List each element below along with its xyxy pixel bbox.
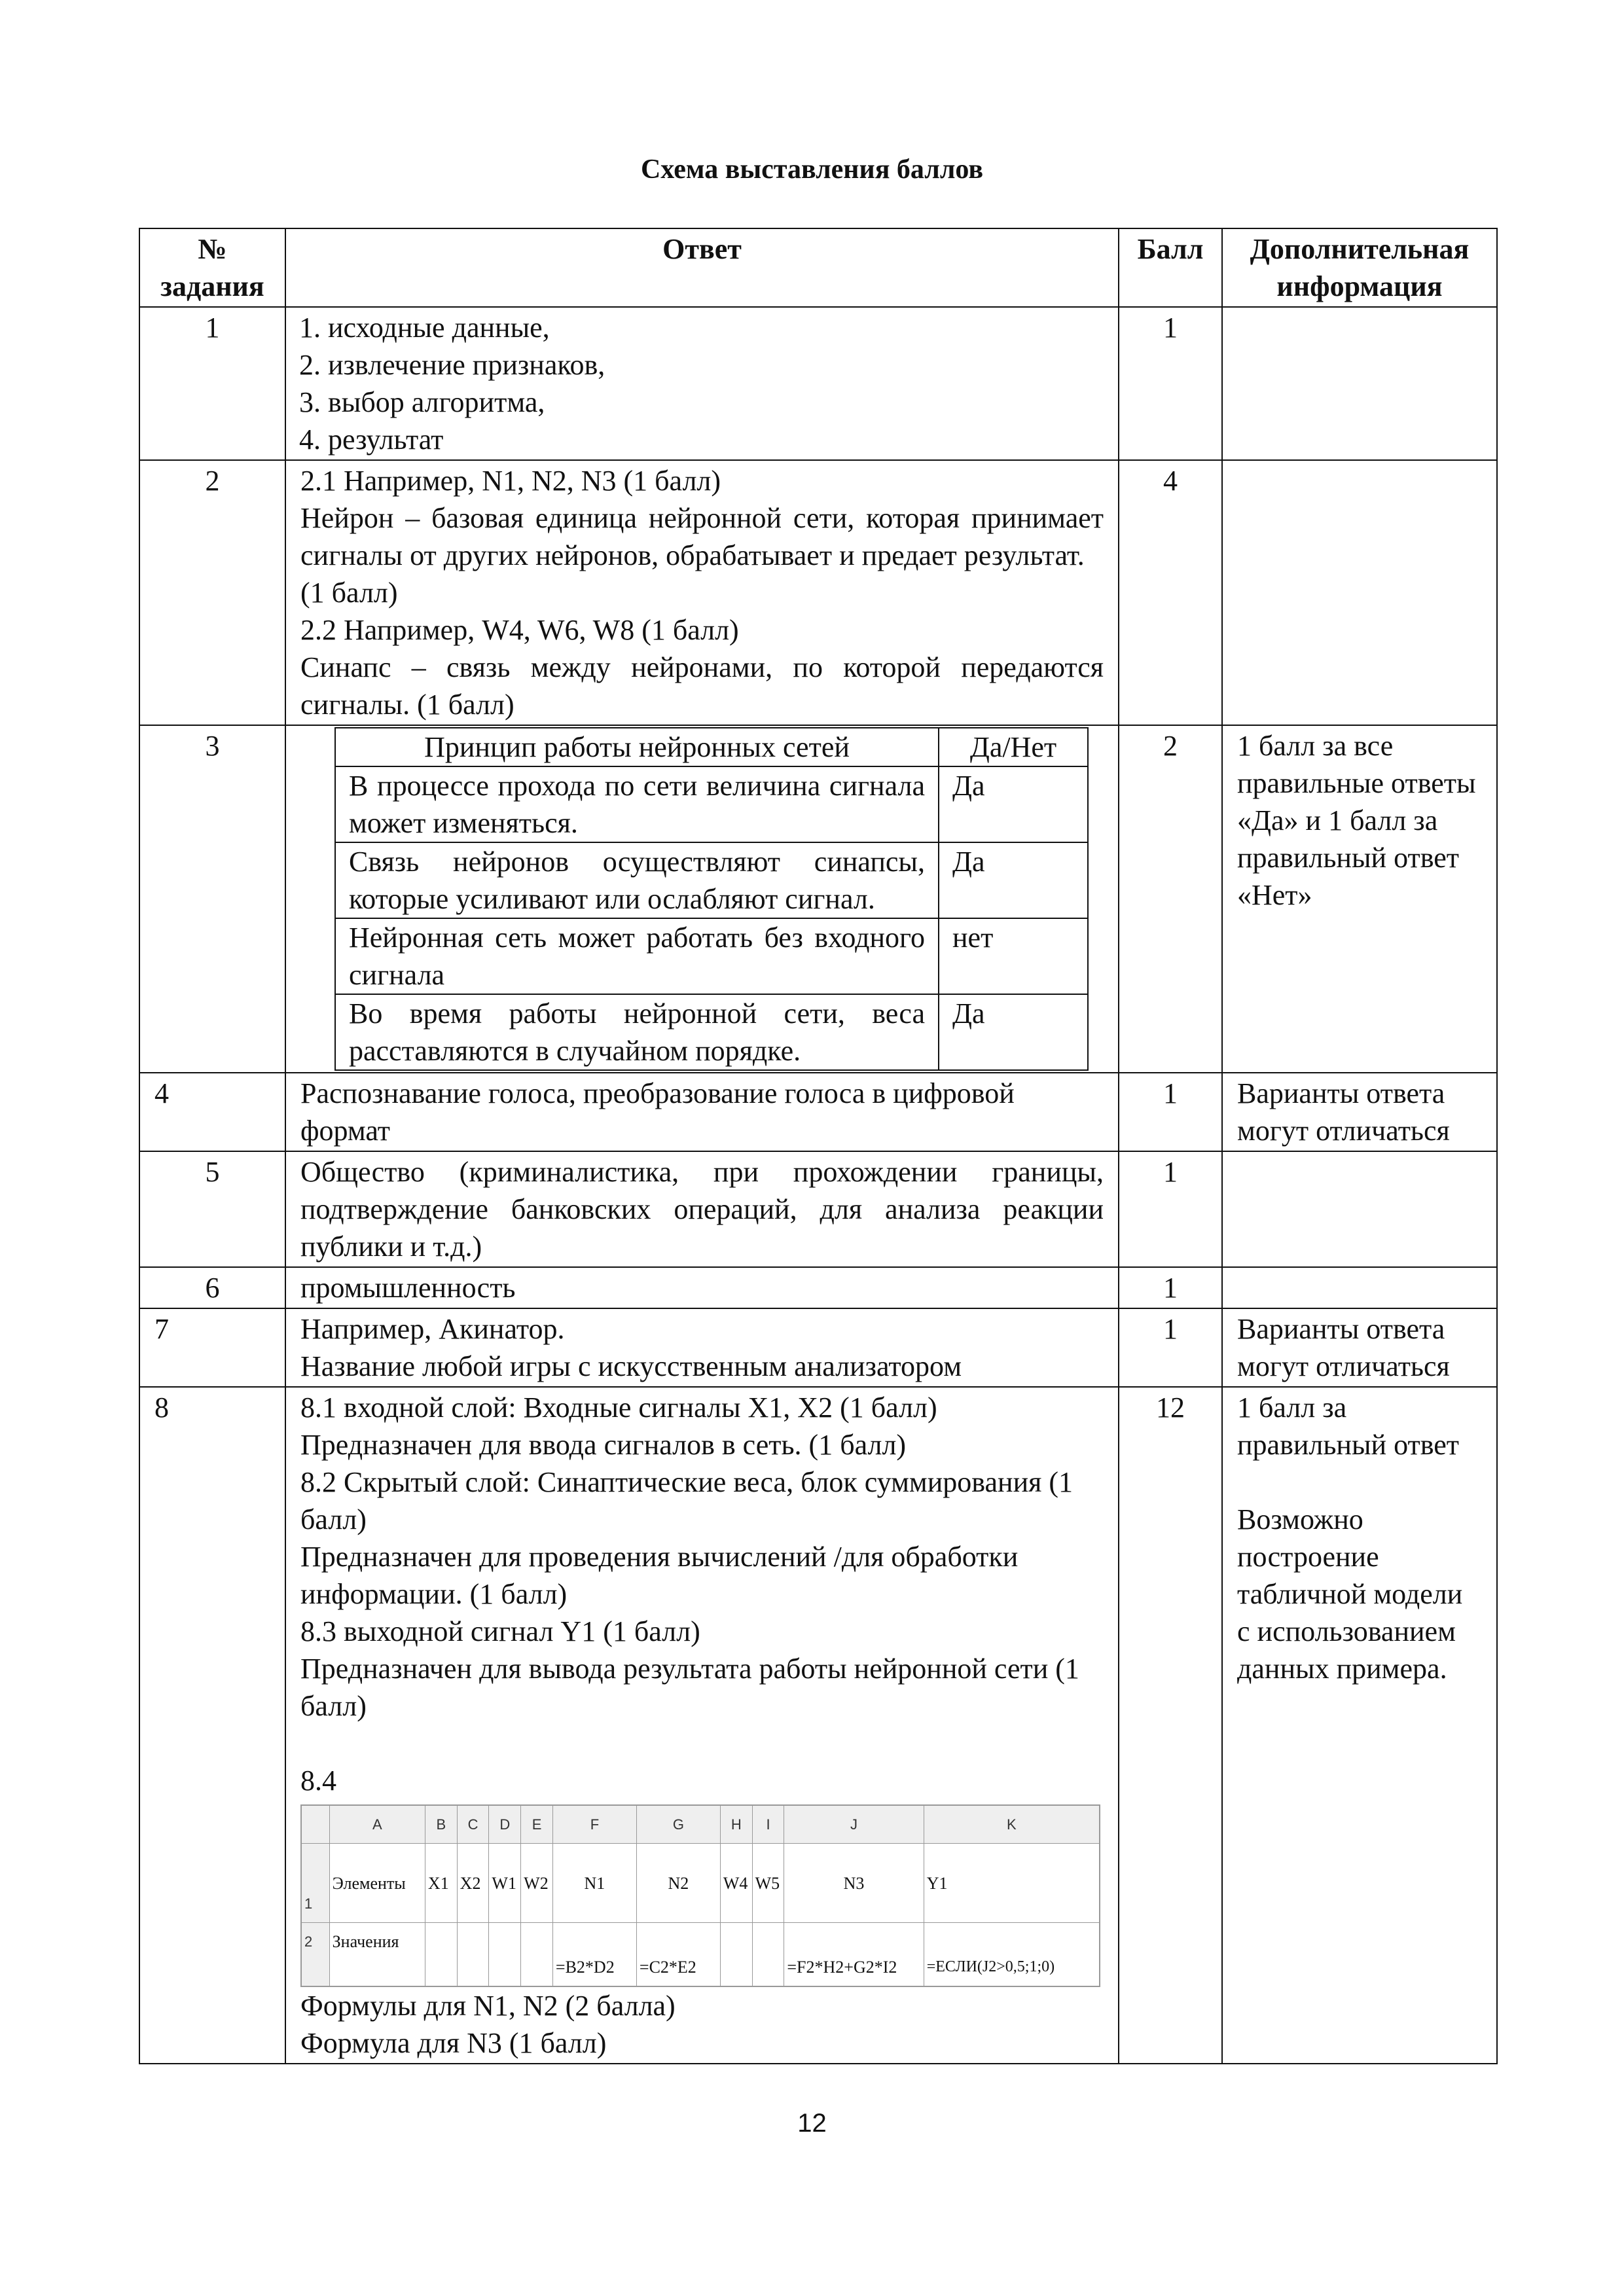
table-row — [139, 1267, 1497, 1308]
principles-table — [334, 727, 1089, 1071]
answer-cell — [285, 1073, 1119, 1151]
blank-line — [300, 1725, 1104, 1762]
answer-line: Предназначен для вывода результата работы нейронной сети (1 балл) — [300, 1653, 1079, 1722]
score: 4 — [1119, 460, 1222, 725]
principles-row — [335, 842, 1088, 918]
spreadsheet-cell: X2 — [457, 1844, 489, 1923]
spreadsheet-cell — [489, 1923, 521, 1986]
extra-info: Варианты ответа могут отличаться — [1222, 1308, 1497, 1387]
task-number: 5 — [139, 1151, 285, 1267]
page-title: Схема выставления баллов — [640, 154, 984, 185]
principles-header-yesno: Да/Нет — [939, 728, 1088, 766]
score: 1 — [1119, 1151, 1222, 1267]
spreadsheet-cell: W4 — [720, 1844, 752, 1923]
principles-header — [335, 728, 1088, 766]
spreadsheet-col-header: F — [552, 1806, 636, 1844]
principle-text: Связь нейронов осуществляют синапсы, которые усиливают или ослабляют сигнал. — [335, 842, 939, 918]
extra-info — [1222, 1387, 1497, 2064]
table-row — [139, 1387, 1497, 2064]
extra-info: 1 балл за все правильные ответы «Да» и 1 балл за правильный ответ «Нет» — [1222, 725, 1497, 1073]
answer-line: промышленность — [300, 1272, 516, 1304]
score: 1 — [1119, 1308, 1222, 1387]
list-item: 3. выбор алгоритма, — [328, 384, 1104, 421]
score: 1 — [1119, 307, 1222, 460]
answer-cell — [285, 725, 1119, 1073]
spreadsheet-cell: Элементы — [329, 1844, 425, 1923]
spreadsheet-col-header: I — [752, 1806, 784, 1844]
table-header-row — [139, 228, 1497, 307]
spreadsheet-row — [302, 1844, 1100, 1923]
sub-task-label: 8.4 — [300, 1765, 336, 1797]
table-row — [139, 1073, 1497, 1151]
task-number: 8 — [139, 1387, 285, 2064]
principle-text: Во время работы нейронной сети, веса расставляются в случайном порядке. — [335, 994, 939, 1070]
answer-line: Предназначен для проведения вычислений /для обработки информации. (1 балл) — [300, 1541, 1019, 1610]
blank-line — [1237, 1463, 1482, 1501]
spreadsheet-col-header: B — [425, 1806, 457, 1844]
answer-list — [300, 309, 1104, 458]
spreadsheet-cell: N3 — [784, 1844, 924, 1923]
principle-text: Нейронная сеть может работать без входного сигнала — [335, 918, 939, 994]
scoring-table — [139, 228, 1498, 2064]
answer-cell — [285, 460, 1119, 725]
answer-line: 8.1 входной слой: Входные сигналы X1, X2 (1 балл) — [300, 1391, 937, 1424]
answer-line: Например, Акинатор. — [300, 1313, 565, 1345]
task-number: 4 — [139, 1073, 285, 1151]
answer-cell — [285, 1267, 1119, 1308]
spreadsheet-col-header: H — [720, 1806, 752, 1844]
list-item: 1. исходные данные, — [328, 309, 1104, 346]
answer-line: Предназначен для ввода сигналов в сеть. (1 балл) — [300, 1429, 907, 1461]
answer-cell — [285, 307, 1119, 460]
table-row — [139, 307, 1497, 460]
extra-info — [1222, 1267, 1497, 1308]
spreadsheet-cell — [457, 1923, 489, 1986]
principle-answer: нет — [939, 918, 1088, 994]
spreadsheet-column-headers — [302, 1806, 1100, 1844]
answer-line: 8.2 Скрытый слой: Синаптические веса, блок суммирования (1 балл) — [300, 1466, 1074, 1535]
task-number: 3 — [139, 725, 285, 1073]
spreadsheet-cell: =C2*E2 — [636, 1923, 720, 1986]
principle-answer: Да — [939, 994, 1088, 1070]
spreadsheet-cell — [752, 1923, 784, 1986]
spreadsheet-cell: X1 — [425, 1844, 457, 1923]
principles-row — [335, 766, 1088, 842]
answer-line: 2.1 Например, N1, N2, N3 (1 балл) — [300, 465, 721, 497]
page-number: 12 — [797, 2109, 827, 2138]
answer-line: 2.2 Например, W4, W6, W8 (1 балл) — [300, 614, 739, 646]
spreadsheet-cell — [425, 1923, 457, 1986]
extra-info — [1222, 307, 1497, 460]
task-number: 2 — [139, 460, 285, 725]
principles-header-principle: Принцип работы нейронных сетей — [335, 728, 939, 766]
spreadsheet-image — [300, 1804, 1100, 1987]
answer-line: Синапс – связь между нейронами, по которой передаются сигналы. (1 балл) — [300, 651, 1104, 721]
answer-cell — [285, 1308, 1119, 1387]
answer-line: 8.3 выходной сигнал Y1 (1 балл) — [300, 1615, 700, 1647]
principles-row — [335, 994, 1088, 1070]
answer-cell — [285, 1387, 1119, 2064]
spreadsheet-cell: W5 — [752, 1844, 784, 1923]
extra-info: Варианты ответа могут отличаться — [1222, 1073, 1497, 1151]
header-score: Балл — [1119, 228, 1222, 307]
header-answer: Ответ — [285, 228, 1119, 307]
spreadsheet-col-header: G — [636, 1806, 720, 1844]
extra-info-line: Возможно построение табличной модели с использованием данных примера. — [1237, 1503, 1463, 1685]
spreadsheet-cell: =B2*D2 — [552, 1923, 636, 1986]
spreadsheet-row — [302, 1923, 1100, 1986]
spreadsheet-col-header: C — [457, 1806, 489, 1844]
table-row — [139, 725, 1497, 1073]
task-number: 1 — [139, 307, 285, 460]
score: 2 — [1119, 725, 1222, 1073]
answer-line: Формула для N3 (1 балл) — [300, 2027, 607, 2059]
spreadsheet-cell: Значения — [329, 1923, 425, 1986]
spreadsheet-cell: N1 — [552, 1844, 636, 1923]
task-number: 6 — [139, 1267, 285, 1308]
spreadsheet-cell: Y1 — [924, 1844, 1099, 1923]
header-task-number: № задания — [139, 228, 285, 307]
task-number: 7 — [139, 1308, 285, 1387]
spreadsheet-col-header: E — [521, 1806, 553, 1844]
answer-cell — [285, 1151, 1119, 1267]
table-row — [139, 1308, 1497, 1387]
spreadsheet-col-header: A — [329, 1806, 425, 1844]
extra-info — [1222, 460, 1497, 725]
spreadsheet-cell: =F2*H2+G2*I2 — [784, 1923, 924, 1986]
principle-answer: Да — [939, 766, 1088, 842]
answer-line: Название любой игры с искусственным анализатором — [300, 1350, 962, 1382]
extra-info — [1222, 1151, 1497, 1267]
principle-text: В процессе прохода по сети величина сигнала может изменяться. — [335, 766, 939, 842]
spreadsheet-row-header: 2 — [302, 1923, 330, 1986]
spreadsheet-cell — [521, 1923, 553, 1986]
spreadsheet-col-header: J — [784, 1806, 924, 1844]
list-item: 4. результат — [328, 421, 1104, 458]
score: 12 — [1119, 1387, 1222, 2064]
table-row — [139, 460, 1497, 725]
score: 1 — [1119, 1267, 1222, 1308]
spreadsheet-cell: W1 — [489, 1844, 521, 1923]
header-extra-info: Дополнительная информация — [1222, 228, 1497, 307]
score: 1 — [1119, 1073, 1222, 1151]
spreadsheet-cell: W2 — [521, 1844, 553, 1923]
spreadsheet-cell: N2 — [636, 1844, 720, 1923]
spreadsheet-cell — [720, 1923, 752, 1986]
answer-line: (1 балл) — [300, 577, 398, 609]
list-item: 2. извлечение признаков, — [328, 346, 1104, 384]
answer-line: Формулы для N1, N2 (2 балла) — [300, 1990, 676, 2022]
spreadsheet-row-header: 1 — [302, 1844, 330, 1923]
spreadsheet-cell: =ЕСЛИ(J2>0,5;1;0) — [924, 1923, 1099, 1986]
principles-row — [335, 918, 1088, 994]
answer-line: Распознавание голоса, преобразование голоса в цифровой формат — [300, 1077, 1015, 1147]
answer-line: Нейрон – базовая единица нейронной сети, которая принимает сигналы от других нейронов, обрабатывает и предает результат. — [300, 502, 1104, 571]
answer-line: Общество (криминалистика, при прохождении границы, подтверждение банковских операций, для анализа реакции публики и т.д.) — [300, 1156, 1104, 1263]
spreadsheet-corner — [302, 1806, 330, 1844]
spreadsheet-col-header: K — [924, 1806, 1099, 1844]
extra-info-line: 1 балл за правильный ответ — [1237, 1391, 1460, 1461]
spreadsheet-col-header: D — [489, 1806, 521, 1844]
table-row — [139, 1151, 1497, 1267]
principle-answer: Да — [939, 842, 1088, 918]
